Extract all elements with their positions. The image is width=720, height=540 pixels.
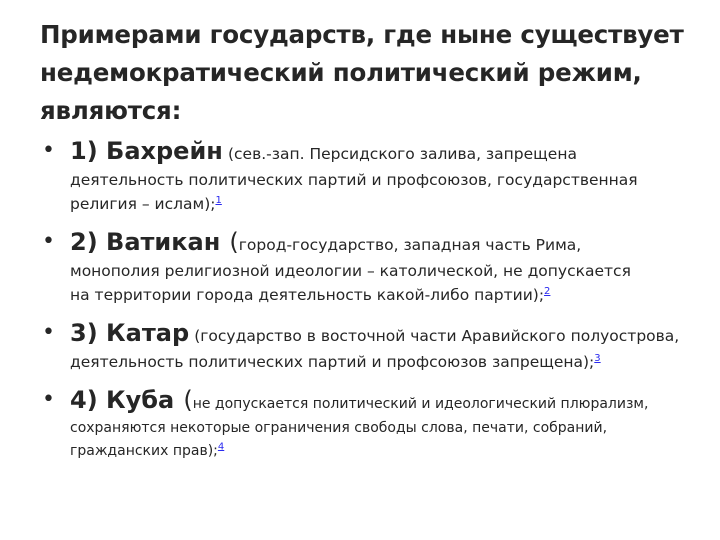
bullet-icon: • [42,138,55,163]
item-last-text: гражданских прав); [70,443,218,459]
item-first-line [70,225,690,259]
item-open-paren: ( [227,145,235,163]
item-description-line: монополия религиозной идеологии – католической, не допускается [70,262,631,280]
footnote-link[interactable]: 2 [544,285,551,297]
item-open-paren: ( [194,327,201,345]
item-heading: 4) Куба [70,386,175,414]
footnote-link[interactable]: 3 [594,352,601,364]
footnote-link[interactable]: 1 [215,194,222,206]
bullet-icon: • [42,320,55,345]
item-description-line [70,283,690,307]
item-last-text: деятельность политических партий и профсоюзов запрещена); [70,353,595,371]
list-item-qatar [40,316,690,374]
item-description-start [228,145,577,163]
slide-title [40,16,690,130]
footnote-link[interactable]: 4 [217,441,225,453]
title-line-2: недемократический политический режим, [40,58,642,87]
list-item-vatican [40,225,690,307]
bullet-icon: • [42,387,55,412]
item-description-line: деятельность политических партий и профсоюзов, государственная [70,171,638,189]
item-first-text: государство в восточной части Аравийского полуострова, [200,327,680,345]
country-list [40,134,690,463]
item-heading: 1) Бахрейн [70,137,223,165]
item-open-paren: ( [183,386,193,414]
item-open-paren: ( [229,228,239,256]
item-first-line [70,383,690,417]
list-item-bahrain [40,134,690,216]
item-first-text: сев.-зап. Персидского залива, запрещена [234,145,577,163]
item-heading: 3) Катар [70,319,190,347]
item-description-line [70,440,690,463]
list-item-cuba [40,383,690,463]
item-first-line [70,134,690,168]
item-heading: 2) Ватикан [70,228,221,256]
item-description-line [70,192,690,216]
title-line-1: Примерами государств, где ныне существует [40,20,684,49]
item-first-text: не допускается политический и идеологический плюрализм, [192,396,649,412]
item-description-line [70,350,690,374]
item-last-text: на территории города деятельность какой-либо партии); [70,286,545,304]
title-line-3: являются: [40,96,182,125]
item-first-text: город-государство, западная часть Рима, [238,236,582,254]
item-last-text: религия – ислам); [70,195,216,213]
item-description-line: сохраняются некоторые ограничения свободы слова, печати, собраний, [70,420,608,436]
item-first-line [70,316,690,350]
item-description-start [194,327,679,345]
bullet-icon: • [42,229,55,254]
